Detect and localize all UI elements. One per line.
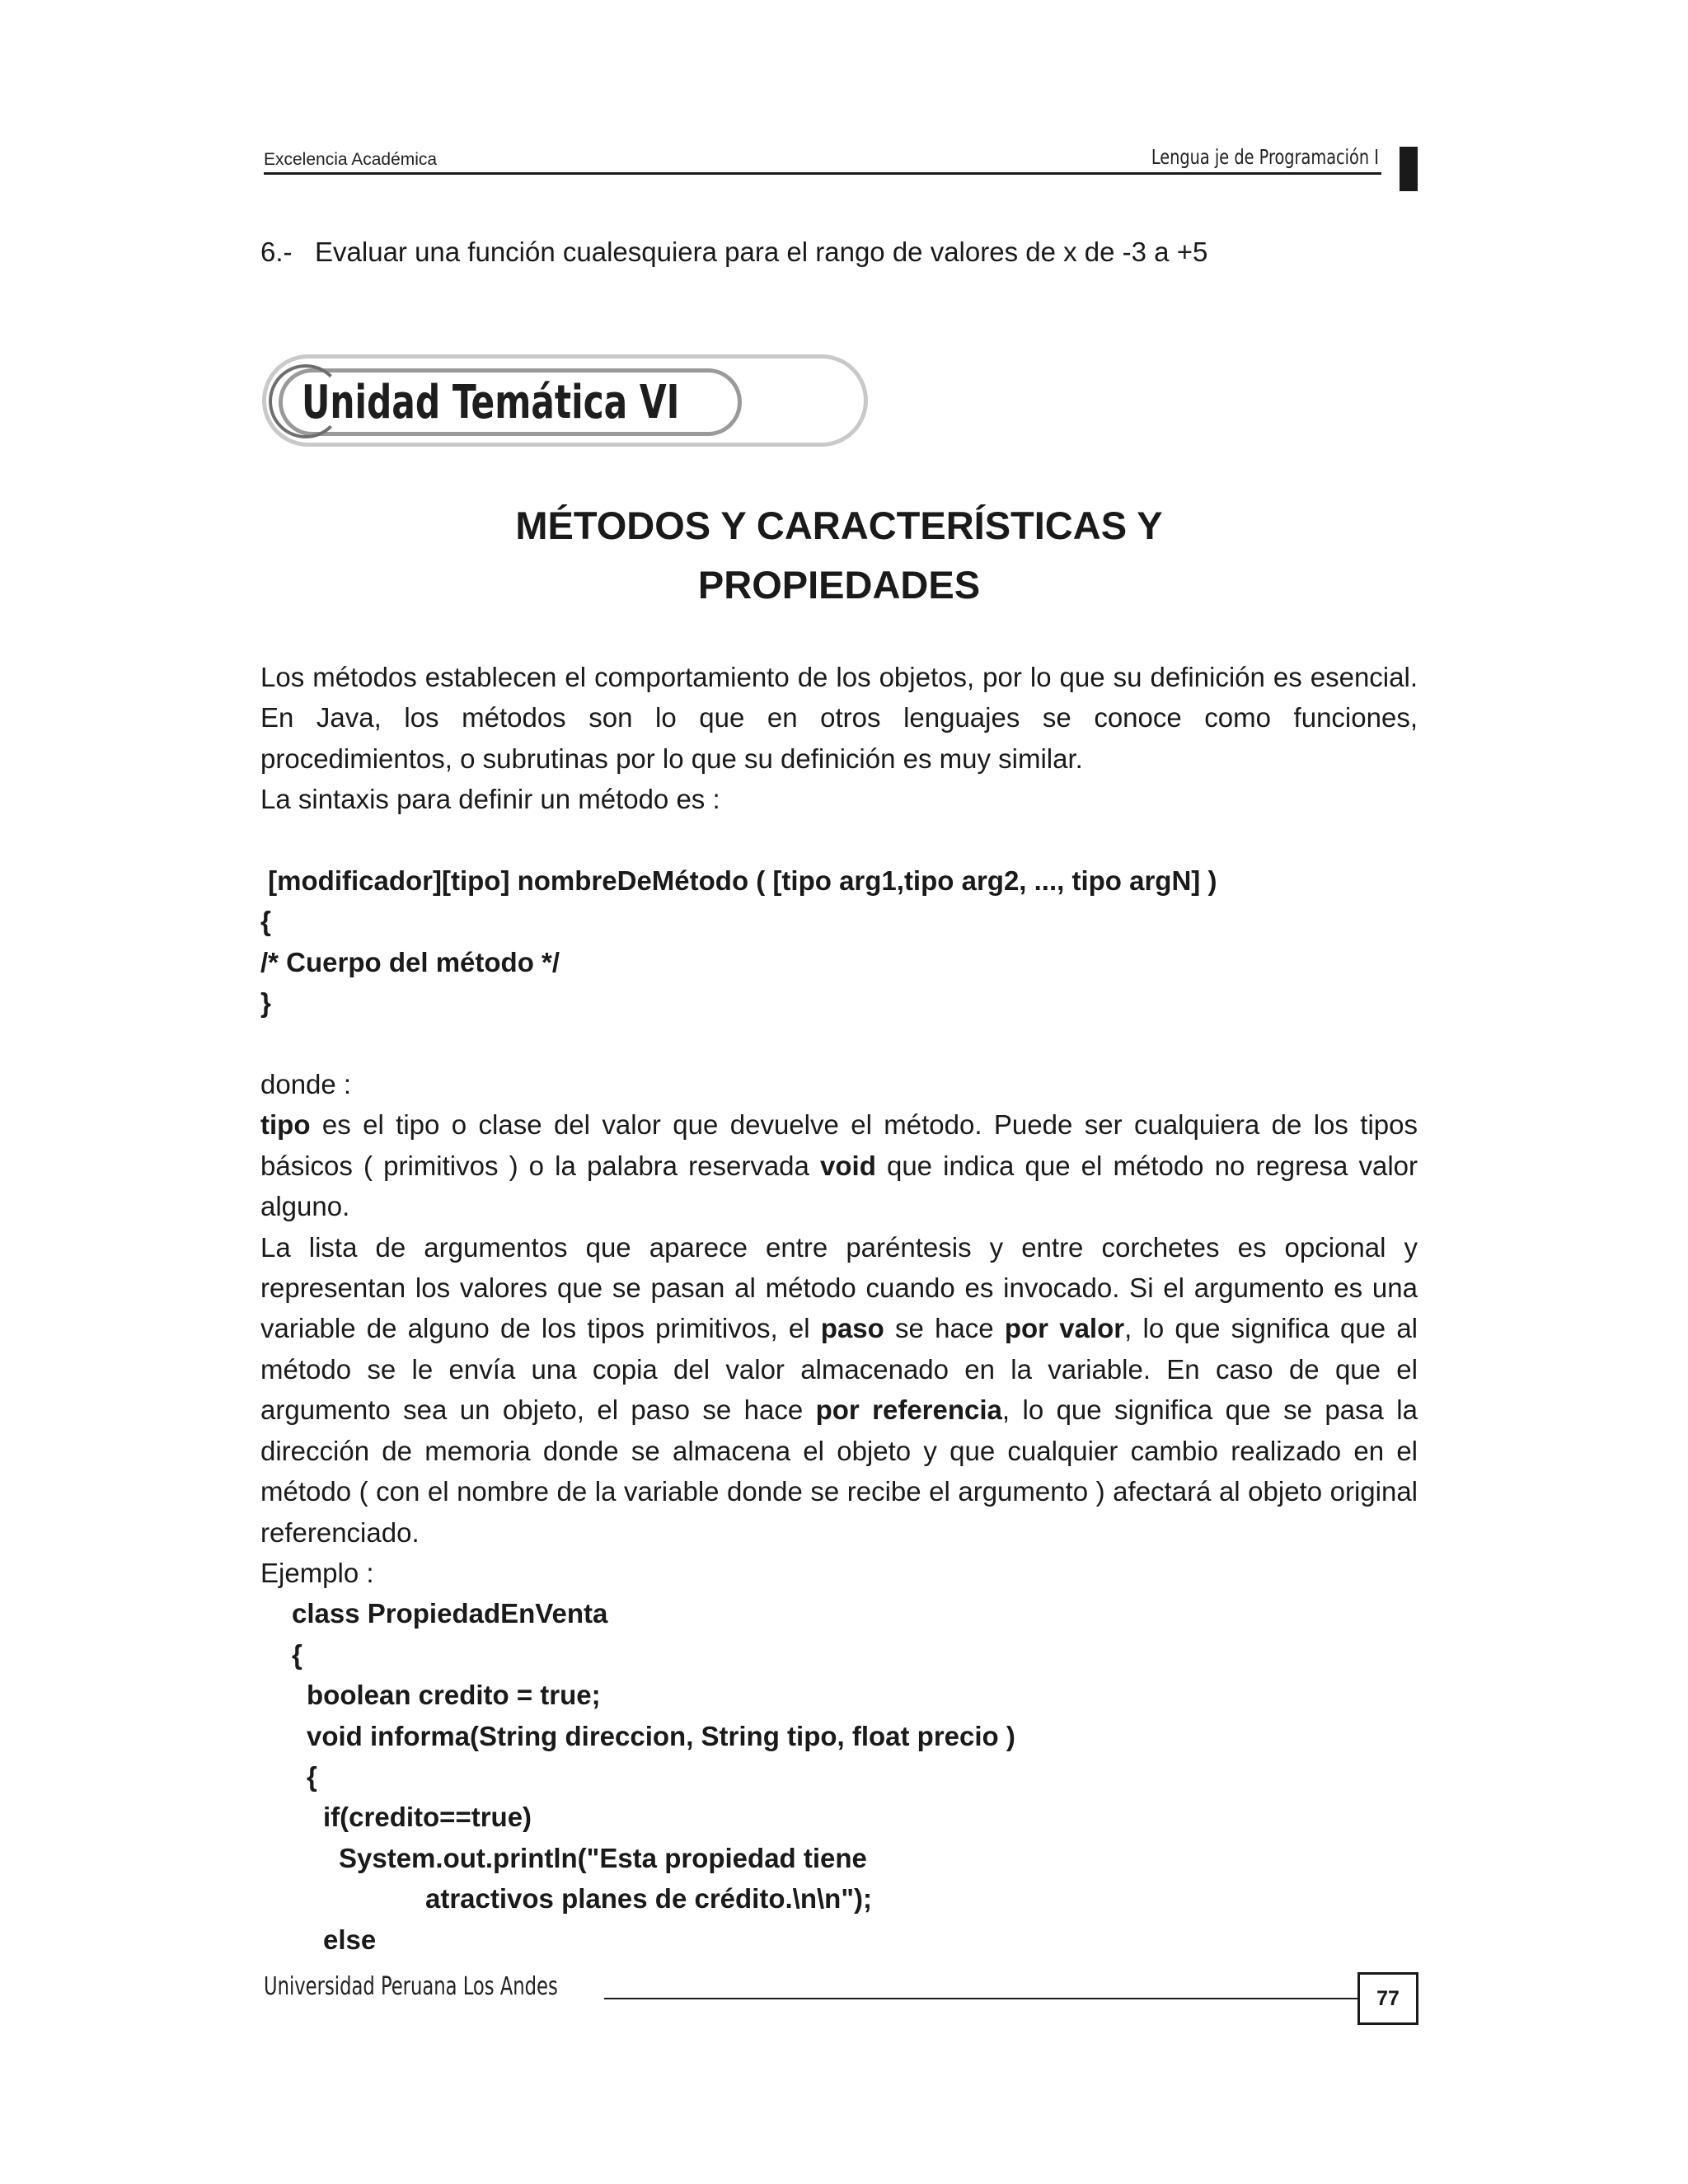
header-right-text: Lengua je de Programación I [1151, 145, 1379, 169]
code-line-method: void informa(String direccion, String tipo, float precio ) [307, 1720, 1015, 1751]
syntax-line-comment: /* Cuerpo del método */ [260, 946, 560, 977]
page-title [264, 496, 1414, 615]
spacer [260, 1024, 1418, 1064]
term-void: void [820, 1150, 876, 1181]
term-paso: paso [820, 1313, 884, 1344]
args-text-b: se hace [884, 1313, 1005, 1344]
code-line-else: else [323, 1924, 377, 1955]
syntax-line-close-brace: } [260, 987, 271, 1019]
arguments-paragraph [260, 1227, 1418, 1553]
tipo-paragraph [260, 1104, 1418, 1226]
syntax-line-signature: [modificador][tipo] nombreDeMétodo ( [tipo arg1,tipo arg2, ..., tipo argN] ) [260, 865, 1217, 897]
args-text-c: , lo que significa que al método se le envía una copia del valor almacenado en la variable. En caso de que el argumento sea un objeto, el paso se hace [260, 1313, 1418, 1426]
code-line-open-brace: { [292, 1638, 302, 1670]
footer-rule [604, 1998, 1357, 1999]
intro-paragraph: Los métodos establecen el comportamiento de los objetos, por lo que su definición es esencial. En Java, los métodos son lo que en otros lenguajes se conoce como funciones, procedimientos, o subrutinas por lo que su definición es muy similar. [260, 662, 1418, 774]
exercise-line: 6.- Evaluar una función cualesquiera para el rango de valores de x de -3 a +5 [260, 237, 1208, 267]
header-tab-marker [1400, 147, 1418, 191]
term-por-referencia: por referencia [815, 1394, 1002, 1426]
page-title-line2: PROPIEDADES [697, 563, 981, 607]
code-line-if: if(credito==true) [323, 1802, 532, 1833]
header-left-text: Excelencia Académica [264, 150, 438, 169]
tipo-text-b: que indica que el método no regresa valor alguno. [260, 1150, 1418, 1222]
page-number: 77 [1357, 1972, 1418, 2025]
footer-left-text: Universidad Peruana Los Andes [264, 1972, 558, 2001]
code-line-class: class PropiedadEnVenta [292, 1598, 608, 1629]
args-text-d: , lo que significa que se pasa la dirección de memoria donde se almacena el objeto y que cualquier cambio realizado en el método ( con el nombre de la variable donde se recibe el argumento ) afectará al objeto original referenciado. [260, 1394, 1418, 1548]
args-text-a: La lista de argumentos que aparece entre paréntesis y entre corchetes es opcional y representan los valores que se pasan al método cuando es invocado. Si el argumento es una variable de alguno de los tipos primitivos, el [260, 1231, 1418, 1344]
page-title-line1: MÉTODOS Y CARACTERÍSTICAS Y [515, 504, 1163, 547]
syntax-line-open-brace: { [260, 906, 271, 937]
code-line-println: System.out.println("Esta propiedad tiene [339, 1842, 867, 1873]
spacer [260, 820, 1418, 860]
code-line-method-brace: { [307, 1760, 317, 1792]
body-content [260, 657, 1418, 1960]
ejemplo-label: Ejemplo : [260, 1557, 374, 1588]
term-por-valor: por valor [1004, 1313, 1125, 1344]
code-line-println-cont: atractivos planes de crédito.\n\n"); [425, 1883, 872, 1915]
donde-label: donde : [260, 1069, 352, 1100]
code-line-field: boolean credito = true; [307, 1680, 601, 1711]
unit-badge-label: Unidad Temática VI [302, 376, 680, 429]
tipo-text-a: es el tipo o clase del valor que devuelve el método. Puede ser cualquiera de los tipos básicos ( primitivos ) o la palabra reservada [260, 1109, 1418, 1181]
header-rule [264, 172, 1381, 175]
term-tipo: tipo [260, 1109, 311, 1141]
syntax-intro: La sintaxis para definir un método es : [260, 784, 720, 815]
